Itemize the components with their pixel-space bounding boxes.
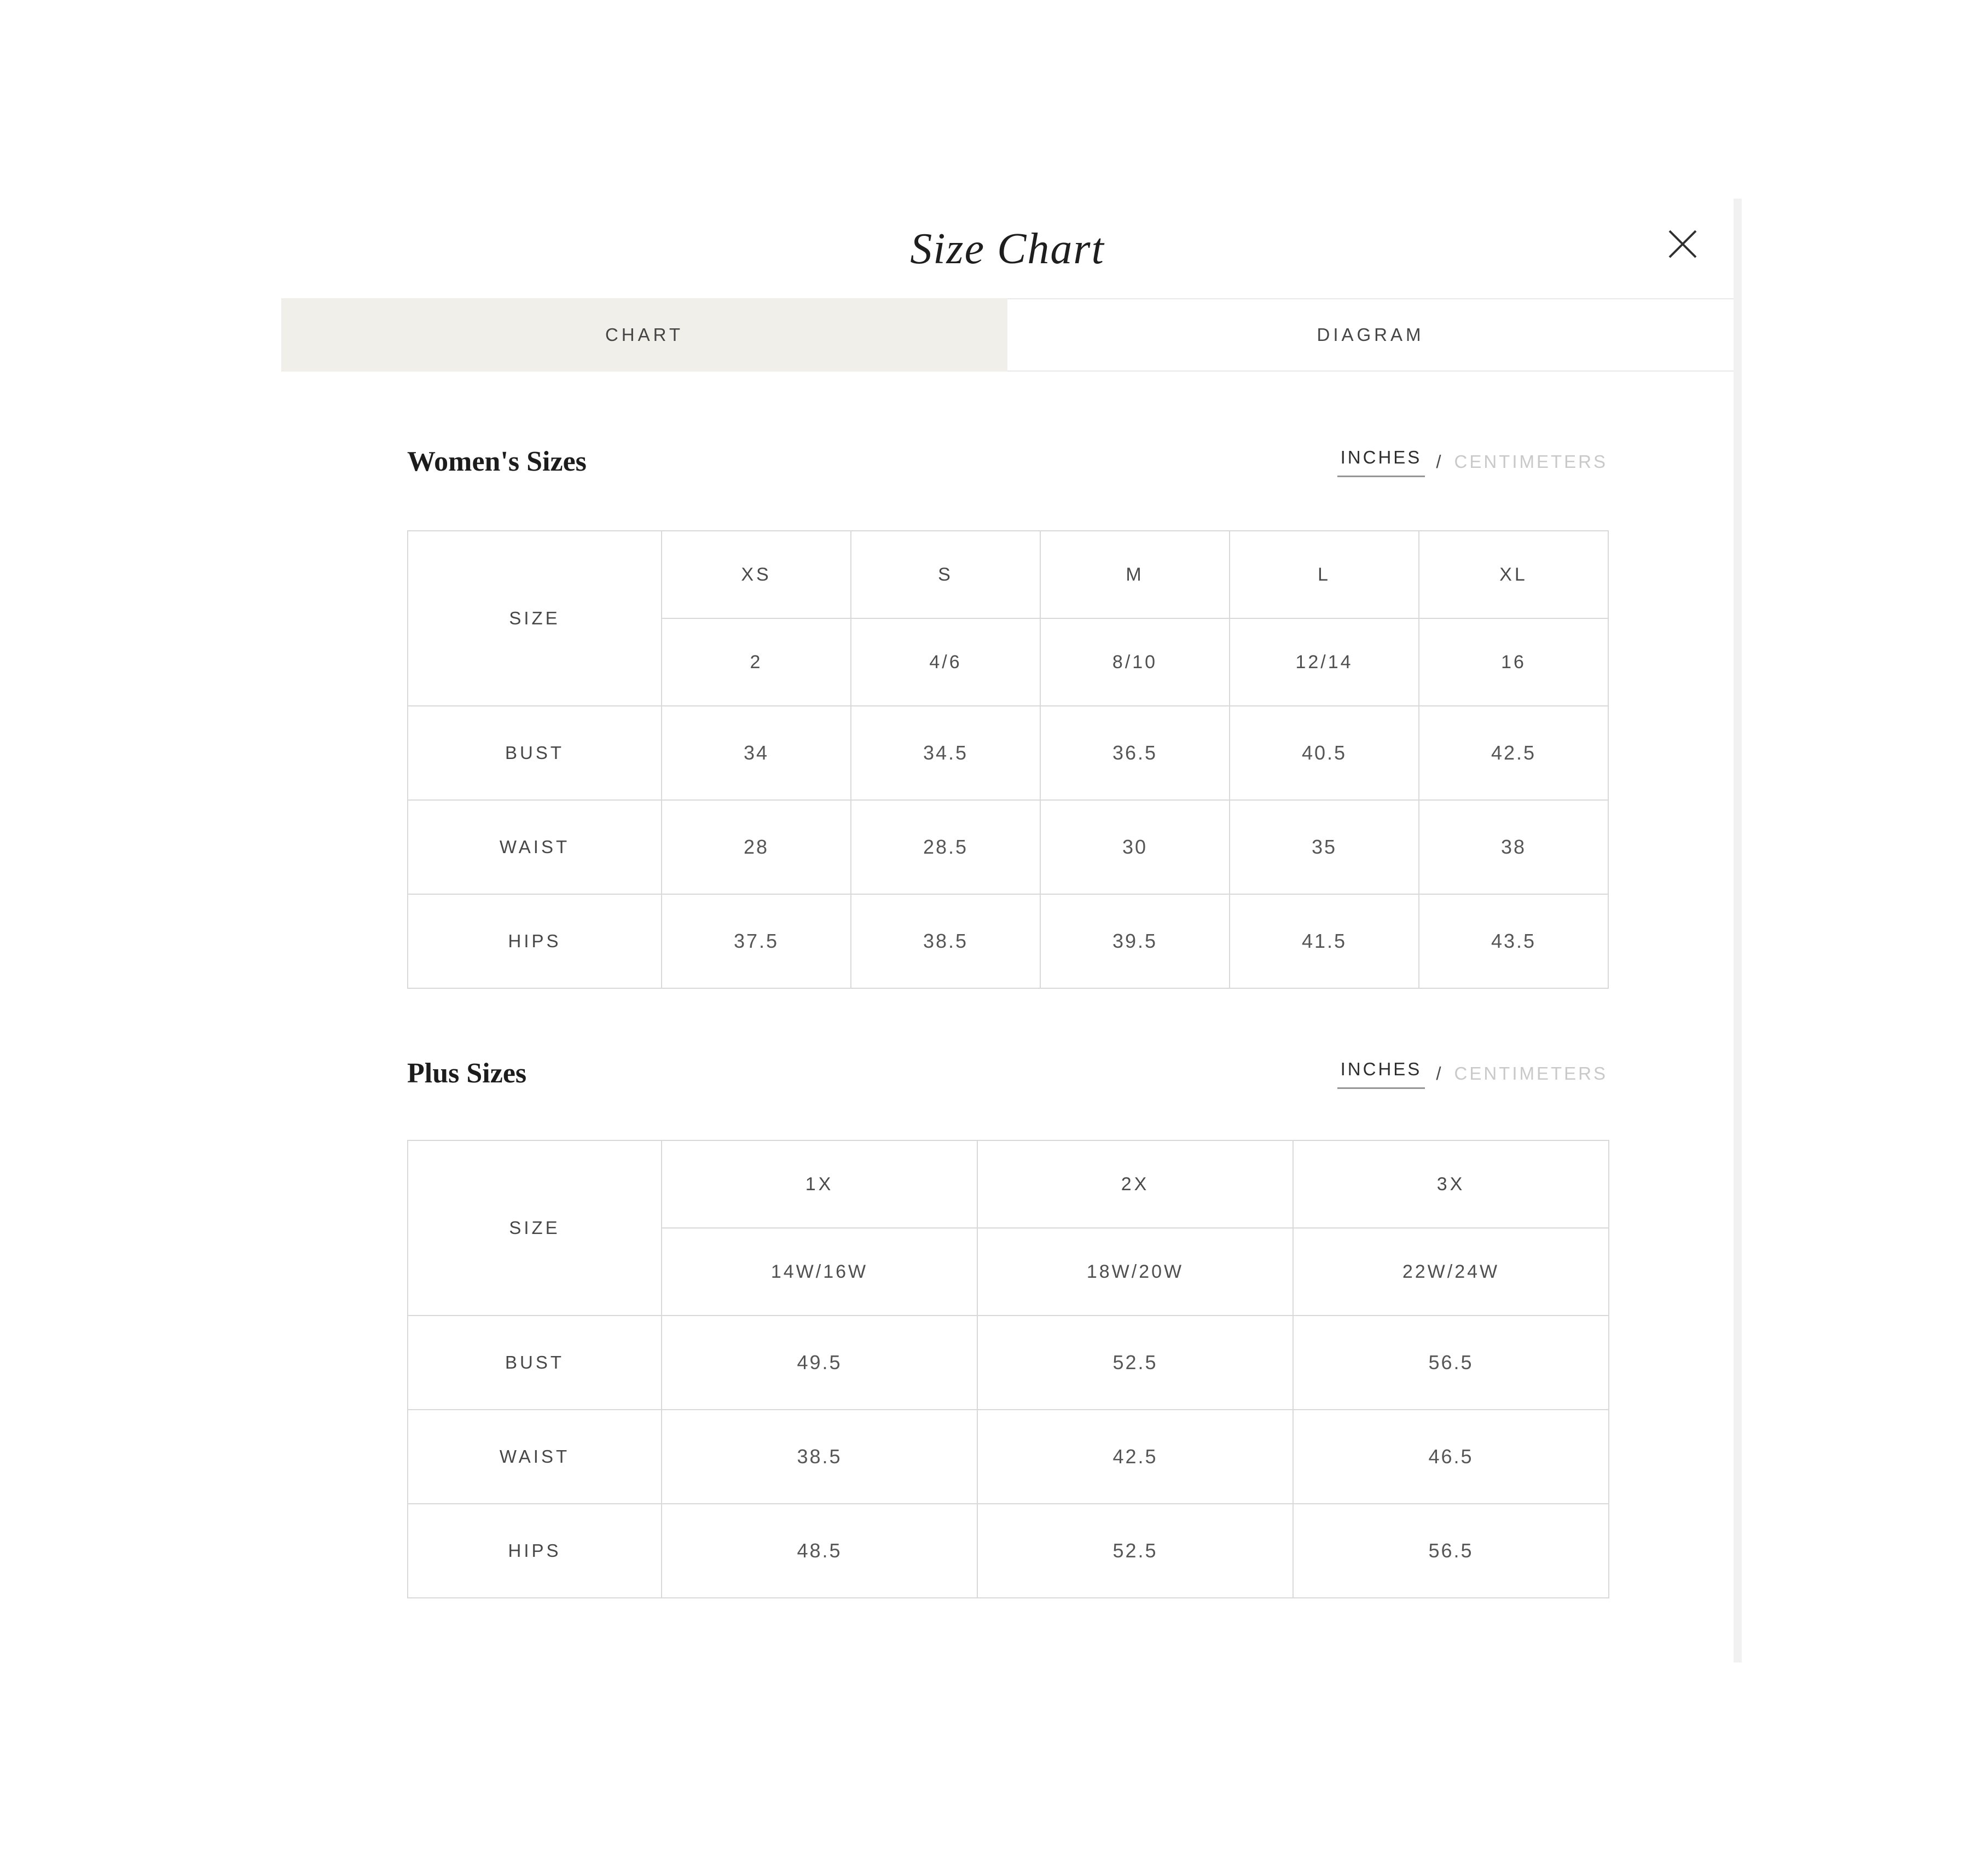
- close-icon: [1664, 225, 1702, 263]
- size-cell: 40.5: [1230, 706, 1419, 800]
- unit-separator: /: [1436, 451, 1444, 472]
- size-cell: 41.5: [1230, 894, 1419, 988]
- size-cell: 28.5: [851, 800, 1040, 894]
- size-col-header: M: [1040, 531, 1230, 618]
- size-cell: 42.5: [1419, 706, 1608, 800]
- womens-section-header: [407, 443, 1608, 481]
- size-cell: 56.5: [1293, 1316, 1609, 1410]
- size-cell: 46.5: [1293, 1410, 1609, 1504]
- size-col-number: 2: [662, 618, 851, 706]
- unit-inches-link[interactable]: INCHES: [1337, 447, 1425, 477]
- size-cell: 36.5: [1040, 706, 1230, 800]
- size-cell: 38: [1419, 800, 1608, 894]
- size-cell: 38.5: [851, 894, 1040, 988]
- size-cell: 48.5: [662, 1504, 977, 1598]
- table-row: [408, 800, 1608, 894]
- close-button[interactable]: [1664, 225, 1702, 263]
- size-cell: 56.5: [1293, 1504, 1609, 1598]
- row-label: BUST: [408, 1316, 662, 1410]
- size-cell: 30: [1040, 800, 1230, 894]
- size-cell: 34.5: [851, 706, 1040, 800]
- tab-chart[interactable]: CHART: [281, 298, 1007, 372]
- unit-inches-link[interactable]: INCHES: [1337, 1059, 1425, 1089]
- table-row: [408, 1410, 1609, 1504]
- unit-separator: /: [1436, 1063, 1444, 1083]
- size-col-number: 14W/16W: [662, 1228, 977, 1316]
- plus-sizes-heading: Plus Sizes: [407, 1058, 527, 1089]
- table-corner-label: SIZE: [408, 1140, 662, 1316]
- size-cell: 42.5: [977, 1410, 1293, 1504]
- womens-sizes-heading: Women's Sizes: [407, 446, 587, 477]
- size-cell: 28: [662, 800, 851, 894]
- size-cell: 38.5: [662, 1410, 977, 1504]
- size-cell: 34: [662, 706, 851, 800]
- womens-size-table: [407, 530, 1609, 989]
- size-col-header: 2X: [977, 1140, 1293, 1228]
- size-col-number: 8/10: [1040, 618, 1230, 706]
- table-corner-label: SIZE: [408, 531, 662, 706]
- size-col-number: 4/6: [851, 618, 1040, 706]
- plus-size-table: [407, 1140, 1609, 1598]
- table-row: [408, 1316, 1609, 1410]
- row-label: HIPS: [408, 1504, 662, 1598]
- size-cell: 37.5: [662, 894, 851, 988]
- scrollbar-track[interactable]: [1734, 199, 1742, 1662]
- table-row: [408, 706, 1608, 800]
- row-label: HIPS: [408, 894, 662, 988]
- unit-centimeters-link[interactable]: CENTIMETERS: [1454, 1063, 1608, 1083]
- row-label: WAIST: [408, 800, 662, 894]
- size-col-number: 22W/24W: [1293, 1228, 1609, 1316]
- tab-bar: [281, 298, 1734, 372]
- unit-centimeters-link[interactable]: CENTIMETERS: [1454, 451, 1608, 472]
- row-label: BUST: [408, 706, 662, 800]
- size-col-header: XL: [1419, 531, 1608, 618]
- unit-toggle-womens: [1337, 447, 1608, 477]
- size-cell: 52.5: [977, 1504, 1293, 1598]
- size-col-header: S: [851, 531, 1040, 618]
- size-col-header: L: [1230, 531, 1419, 618]
- size-cell: 43.5: [1419, 894, 1608, 988]
- table-row: [408, 894, 1608, 988]
- plus-section-header: [407, 1054, 1608, 1093]
- table-row: [408, 1504, 1609, 1598]
- size-col-number: 18W/20W: [977, 1228, 1293, 1316]
- size-col-number: 12/14: [1230, 618, 1419, 706]
- size-col-header: 1X: [662, 1140, 977, 1228]
- size-cell: 39.5: [1040, 894, 1230, 988]
- modal-content: [281, 372, 1734, 1598]
- unit-toggle-plus: [1337, 1059, 1608, 1089]
- size-cell: 49.5: [662, 1316, 977, 1410]
- row-label: WAIST: [408, 1410, 662, 1504]
- size-chart-modal: [281, 199, 1734, 1662]
- size-col-header: 3X: [1293, 1140, 1609, 1228]
- size-col-number: 16: [1419, 618, 1608, 706]
- tab-diagram[interactable]: DIAGRAM: [1007, 298, 1734, 372]
- size-cell: 52.5: [977, 1316, 1293, 1410]
- size-cell: 35: [1230, 800, 1419, 894]
- size-col-header: XS: [662, 531, 851, 618]
- modal-title: Size Chart: [910, 225, 1105, 273]
